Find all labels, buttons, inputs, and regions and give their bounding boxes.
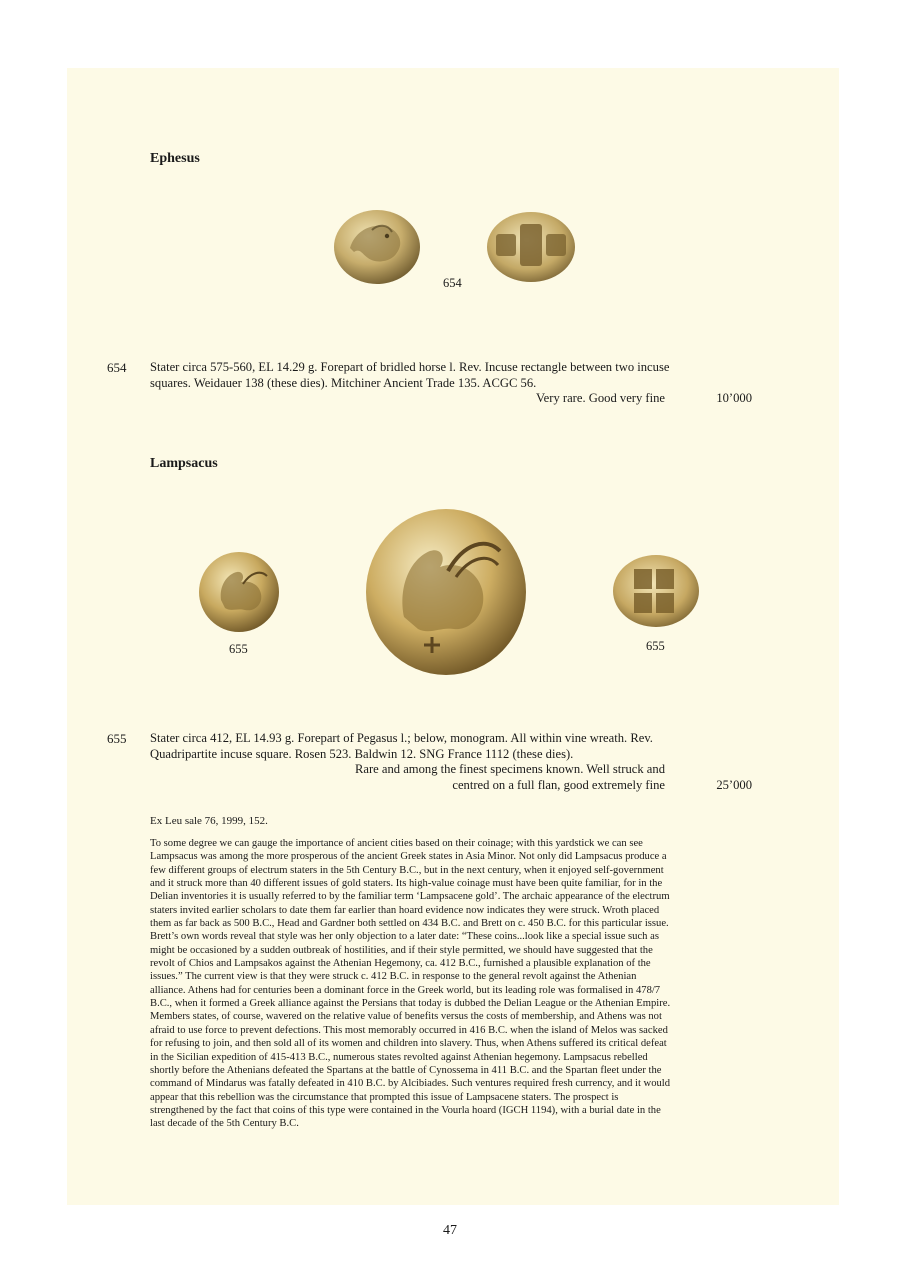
essay-line: Members states, of course, wavered on the relative value of benefits versus the costs of membership, and Athens was not xyxy=(150,1011,662,1023)
lot-description-line: squares. Weidauer 138 (these dies). Mitchiner Ancient Trade 135. ACGC 56. xyxy=(150,376,537,390)
coin-655-obverse-enlarged-image xyxy=(364,507,528,677)
coin-654-reverse-image xyxy=(486,210,576,284)
lot-number-654: 654 xyxy=(107,360,127,375)
essay-line: strengthened by the fact that coins of this type were contained in the Vourla hoard (IGCH 1194), with a burial date in the xyxy=(150,1104,661,1116)
essay-line: in the Sicilian expedition of 415-413 B.C., numerous states revolted against Athenian hegemony. Lampsacus rebelled xyxy=(150,1051,648,1063)
page-number: 47 xyxy=(443,1223,457,1238)
coin-655-obverse-small-image xyxy=(197,550,281,634)
essay-line: B.C., when it formed a Greek alliance against the Persians that today is dubbed the Delian League or the Athenian Empire. xyxy=(150,998,671,1010)
coin-654-caption: 654 xyxy=(443,276,462,290)
coin-655-caption-left: 655 xyxy=(229,642,248,656)
essay-line: staters invited earlier scholars to date them far earlier than hoard evidence now indicates they were struck. Wroth placed xyxy=(150,904,660,916)
essay-line: last decade of the 5th Century B.C. xyxy=(150,1118,299,1130)
historical-essay xyxy=(150,837,751,1131)
essay-line: for refusing to join, and then sold all of its women and children into slavery. Thus, when Athens suffered its critical defeat xyxy=(150,1038,667,1050)
coin-655-reverse-image xyxy=(612,553,700,629)
lot-grade-655-line1: Rare and among the finest specimens known. Well struck and xyxy=(354,762,665,776)
lot-grade-654: Very rare. Good very fine xyxy=(535,391,665,405)
lot-description-655 xyxy=(150,730,751,762)
essay-line: To some degree we can gauge the importance of ancient cities based on their coinage; with this yardstick we can see xyxy=(150,838,643,849)
essay-line: Delian inventories it is usually referred to by the familiar term ‘Lampsacene gold’. The archaic appearance of the electrum xyxy=(150,891,670,903)
essay-line: issues.” The current view is that they were struck c. 412 B.C. in response to the general revolt against the Athenian xyxy=(150,971,637,983)
essay-line: few different groups of electrum staters in the 5th Century B.C., but in the next century, when it enjoyed self-government xyxy=(150,864,664,876)
essay-line: revolt of Chios and Lampsakos against the Athenian Hegemony, ca. 412 B.C., furnished a plausible explanation of the xyxy=(150,958,651,970)
essay-line: might be occasioned by a sudden outbreak of hostilities, and if their style permitted, we should have suggested that the xyxy=(150,944,653,956)
coin-655-caption-right: 655 xyxy=(646,639,665,653)
essay-line: alliance. Athens had for centuries been a dominant force in the Greek world, but its leading role was formalised in 478/7 xyxy=(150,984,661,996)
essay-line: appear that this rebellion was the circumstance that prompted this issue of Lampsacene staters. The prospect is xyxy=(150,1091,619,1103)
essay-line: and it struck more than 40 different issues of gold staters. Its high-value coinage must have been quite familiar, for in the xyxy=(150,878,663,890)
essay-line: afraid to use force to prevent defections. This most memorably occurred in 416 B.C. when the island of Melos was sacked xyxy=(150,1024,668,1036)
lot-description-line: Quadripartite incuse square. Rosen 523. Baldwin 12. SNG France 1112 (these dies). xyxy=(150,747,574,761)
essay-line: Lampsacus was among the more prosperous of the ancient Greek states in Asia Minor. Not only did Lampsacus produce a xyxy=(150,851,667,863)
lot-grade-655-line2: centred on a full flan, good extremely fine xyxy=(452,778,665,792)
lot-price-654: 10’000 xyxy=(716,391,752,405)
lot-price-655: 25’000 xyxy=(716,778,752,792)
lot-description-line: Stater circa 575-560, EL 14.29 g. Forepart of bridled horse l. Rev. Incuse rectangle between two incuse xyxy=(150,360,670,374)
coin-654-obverse-image xyxy=(332,208,422,286)
lot-number-655: 655 xyxy=(107,731,127,746)
lot-description-line: Stater circa 412, EL 14.93 g. Forepart of Pegasus l.; below, monogram. All within vine wreath. Rev. xyxy=(150,731,653,745)
essay-line: Brett’s own words reveal that style was her only objection to a later date: “These coins...look like a special issue such as xyxy=(150,931,659,943)
provenance-note: Ex Leu sale 76, 1999, 152. xyxy=(150,815,268,827)
essay-line: them as far back as 500 B.C., Head and Gardner both settled on 434 B.C. and Brett on c. 450 B.C. for this particular issue. xyxy=(150,918,669,930)
essay-line: shortly before the Athenians defeated the Spartans at the battle of Cynossema in 411 B.C. and the Spartan fleet under the xyxy=(150,1064,662,1076)
section-title-lampsacus: Lampsacus xyxy=(150,456,218,471)
essay-line: command of Mindarus was fatally defeated in 410 B.C. by Alcibiades. Such ventures required fresh currency, and it would xyxy=(150,1078,671,1090)
lot-description-654 xyxy=(150,359,751,391)
section-title-ephesus: Ephesus xyxy=(150,151,200,166)
